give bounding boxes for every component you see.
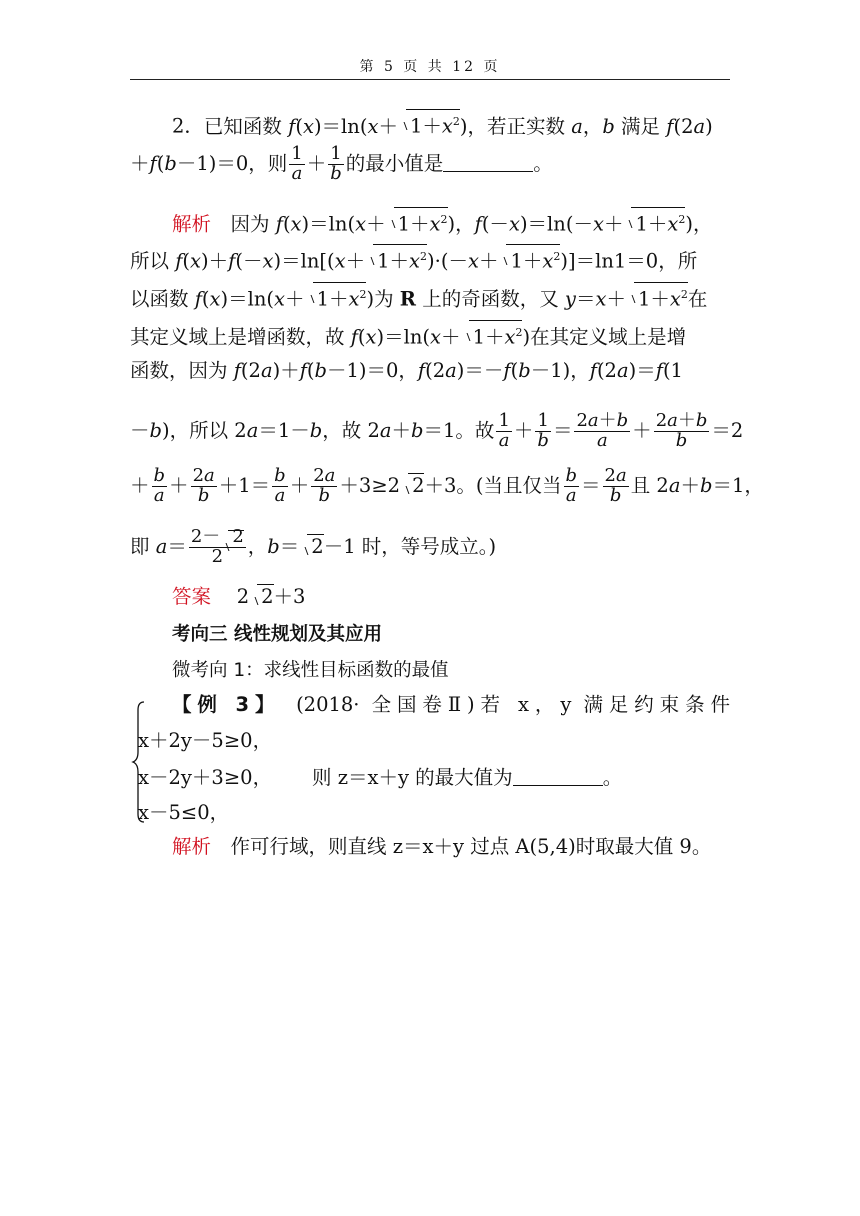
solution-label-2: 解析 <box>172 835 212 858</box>
solution-line-7: ＋ $\frac{b}{a}$ ＋ $\frac{2a}{b}$ ＋1＝ $\frac{b}{a}$ ＋ $\frac{2a}{b}$ ＋3≥2 2＋3。(当且仅当 $\frac{b}{a}$ ＝ $\frac{2a}{b}$ 且 2a＋b＝1， <box>130 465 764 506</box>
solution-label: 解析 <box>172 212 212 236</box>
example-label: 【例 3】 <box>172 693 271 716</box>
solution-line-8: 即 a＝ $\frac{2- 2}{2}$ ，b＝ 2－1 时，等号成立。) <box>130 526 497 567</box>
problem-2-line-1: 2．已知函数 $f(x)=\ln(x+ 1+x^2)$，若正实数 a，b 满足 f(2a) <box>172 107 730 142</box>
solution-line-6: －b)，所以 2a＝1－b，故 2a＋b＝1。故 $\frac{1}{a}$ ＋ $\frac{1}{b}$ ＝ $\frac{2a+b}{a}$ ＋ $\frac{2a+b}{b}$ ＝2 <box>130 410 744 451</box>
example-source: (2018· 全国卷Ⅱ) <box>296 693 475 716</box>
section-title: 考向三 线性规划及其应用 <box>172 624 382 645</box>
header-rule <box>130 79 730 80</box>
solution-line-3: 以函数 $f(x)=\ln(x+ 1+x^2)$为 R 上的奇函数，又 $y=x+ 1+x^2$在 <box>130 280 730 315</box>
problem-number: 2． <box>172 114 204 138</box>
answer-label: 答案 <box>172 585 212 608</box>
constraint-3: x－5≤0， <box>138 801 230 824</box>
constraint-2: x－2y＋3≥0， <box>138 766 273 789</box>
solution-line-2: 所以 $f(x)+f(-x)=\ln[(x+ 1+x^2)\cdot(-x+ 1+x^2)]=\ln 1=0$，所 <box>130 242 730 277</box>
example-text: 若 x，y 满足约束条件 <box>474 693 730 716</box>
solution-line-4: 其定义域上是增函数，故 $f(x)=\ln(x+ 1+x^2)$在其定义域上是增 <box>130 318 730 353</box>
example-3-line <box>172 690 730 720</box>
question-line: 则 z＝x＋y 的最大值为 。 <box>312 766 623 789</box>
example-3-solution: 解析 作可行域，则直线 z＝x＋y 过点 A(5,4)时取最大值 9。 <box>172 835 712 858</box>
constraint-1: x＋2y－5≥0， <box>138 729 273 752</box>
answer-blank <box>443 153 533 172</box>
solution-line-1: 解析 因为 $f(x)=\ln(x+ 1+x^2)$，$f(-x)=\ln(-x+ 1+x^2)$， <box>172 205 730 240</box>
answer-line: 答案 2 2＋3 <box>172 582 772 612</box>
subsection-title: 微考向 1：求线性目标函数的最值 <box>172 660 449 681</box>
solution-line-5: 函数，因为 f(2a)＋f(b－1)＝0，f(2a)＝－f(b－1)，f(2a)＝f(1 <box>130 359 683 382</box>
answer-blank-2 <box>513 767 603 786</box>
page-header: 第 5 页 共 12 页 <box>359 59 501 75</box>
problem-2-line-2: ＋f(b－1)＝0，则 $\frac{1}{a}$ ＋ $\frac{1}{b}$ 的最小值是 。 <box>130 143 553 184</box>
